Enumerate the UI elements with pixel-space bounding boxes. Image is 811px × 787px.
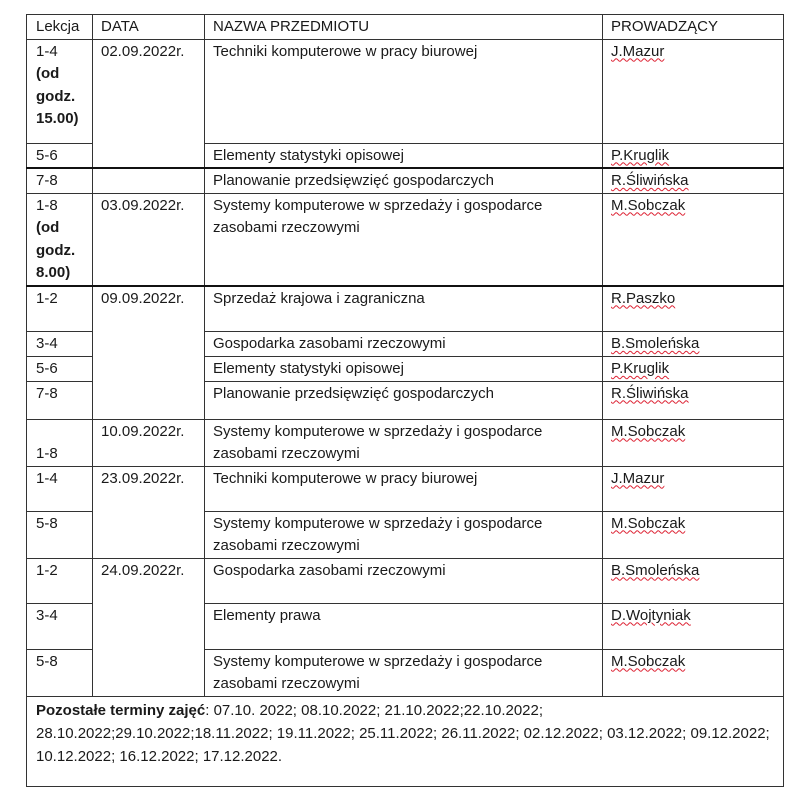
footer-note [27, 696, 784, 786]
teacher-cell: R.Paszko [603, 286, 784, 332]
lesson-cell: 3-4 [27, 603, 93, 649]
date-cell: 23.09.2022r. [93, 466, 205, 558]
teacher-cell: M.Sobczak [603, 419, 784, 466]
subject-cell: Systemy komputerowe w sprzedaży i gospodarce zasobami rzeczowymi [205, 419, 603, 466]
subject-cell: Systemy komputerowe w sprzedaży i gospodarce zasobami rzeczowymi [205, 649, 603, 696]
subject-cell: Elementy prawa [205, 603, 603, 649]
lesson-cell: 1-8 [27, 419, 93, 466]
table-row [27, 168, 784, 193]
subject-cell: Planowanie przedsięwzięć gospodarczych [205, 381, 603, 419]
teacher-cell: R.Śliwińska [603, 168, 784, 193]
subject-cell: Planowanie przedsięwzięć gospodarczych [205, 168, 603, 193]
lesson-cell: 1-2 [27, 558, 93, 603]
lesson-cell: 3-4 [27, 332, 93, 357]
lesson-cell: 5-6 [27, 357, 93, 382]
date-cell [93, 168, 205, 193]
lesson-cell: 5-8 [27, 649, 93, 696]
date-cell: 02.09.2022r. [93, 39, 205, 168]
header-prowadzacy: PROWADZĄCY [603, 15, 784, 40]
teacher-cell: J.Mazur [603, 39, 784, 143]
date-cell: 09.09.2022r. [93, 286, 205, 420]
table-row [27, 419, 784, 466]
footer-dates: : 07.10. 2022; 08.10.2022; 21.10.2022;22.10.2022; 28.10.2022;29.10.2022;18.11.2022; 19.11.2022; 25.11.2022; 26.11.2022; 02.12.2022; 03.12.2022; 09.12.2022; 10.12.2022; 16.12.2022; 17.12.2022. [36, 701, 770, 765]
subject-cell: Gospodarka zasobami rzeczowymi [205, 332, 603, 357]
lesson-cell: 5-6 [27, 143, 93, 168]
lesson-cell: 7-8 [27, 168, 93, 193]
date-cell: 10.09.2022r. [93, 419, 205, 466]
header-nazwa: NAZWA PRZEDMIOTU [205, 15, 603, 40]
subject-cell: Techniki komputerowe w pracy biurowej [205, 466, 603, 511]
date-cell: 03.09.2022r. [93, 193, 205, 286]
table-row [27, 193, 784, 286]
teacher-cell: M.Sobczak [603, 511, 784, 558]
subject-cell: Techniki komputerowe w pracy biurowej [205, 39, 603, 143]
header-row [27, 15, 784, 40]
subject-cell: Elementy statystyki opisowej [205, 143, 603, 168]
teacher-cell: M.Sobczak [603, 649, 784, 696]
lesson-cell: 1-4 (od godz. 15.00) [27, 39, 93, 143]
time-note: (od godz. 8.00) [36, 219, 76, 281]
table-row [27, 39, 784, 143]
lesson-cell: 1-2 [27, 286, 93, 332]
footer-label: Pozostałe terminy zajęć [36, 701, 206, 719]
schedule-table [26, 14, 784, 787]
teacher-cell: P.Kruglik [603, 357, 784, 382]
lesson-cell: 7-8 [27, 381, 93, 419]
header-lekcja: Lekcja [27, 15, 93, 40]
subject-cell: Sprzedaż krajowa i zagraniczna [205, 286, 603, 332]
teacher-cell: B.Smoleńska [603, 332, 784, 357]
date-cell: 24.09.2022r. [93, 558, 205, 696]
teacher-cell: R.Śliwińska [603, 381, 784, 419]
table-row [27, 286, 784, 332]
time-note: (od godz. 15.00) [36, 65, 79, 127]
subject-cell: Systemy komputerowe w sprzedaży i gospodarce zasobami rzeczowymi [205, 193, 603, 286]
lesson-cell: 1-8 (od godz. 8.00) [27, 193, 93, 286]
subject-cell: Systemy komputerowe w sprzedaży i gospodarce zasobami rzeczowymi [205, 511, 603, 558]
teacher-cell: M.Sobczak [603, 193, 784, 286]
table-row [27, 466, 784, 511]
teacher-cell: B.Smoleńska [603, 558, 784, 603]
table-row [27, 558, 784, 603]
teacher-cell: D.Wojtyniak [603, 603, 784, 649]
teacher-cell: J.Mazur [603, 466, 784, 511]
subject-cell: Elementy statystyki opisowej [205, 357, 603, 382]
teacher-cell: P.Kruglik [603, 143, 784, 168]
lesson-cell: 5-8 [27, 511, 93, 558]
footer-row [27, 696, 784, 786]
header-data: DATA [93, 15, 205, 40]
subject-cell: Gospodarka zasobami rzeczowymi [205, 558, 603, 603]
lesson-cell: 1-4 [27, 466, 93, 511]
